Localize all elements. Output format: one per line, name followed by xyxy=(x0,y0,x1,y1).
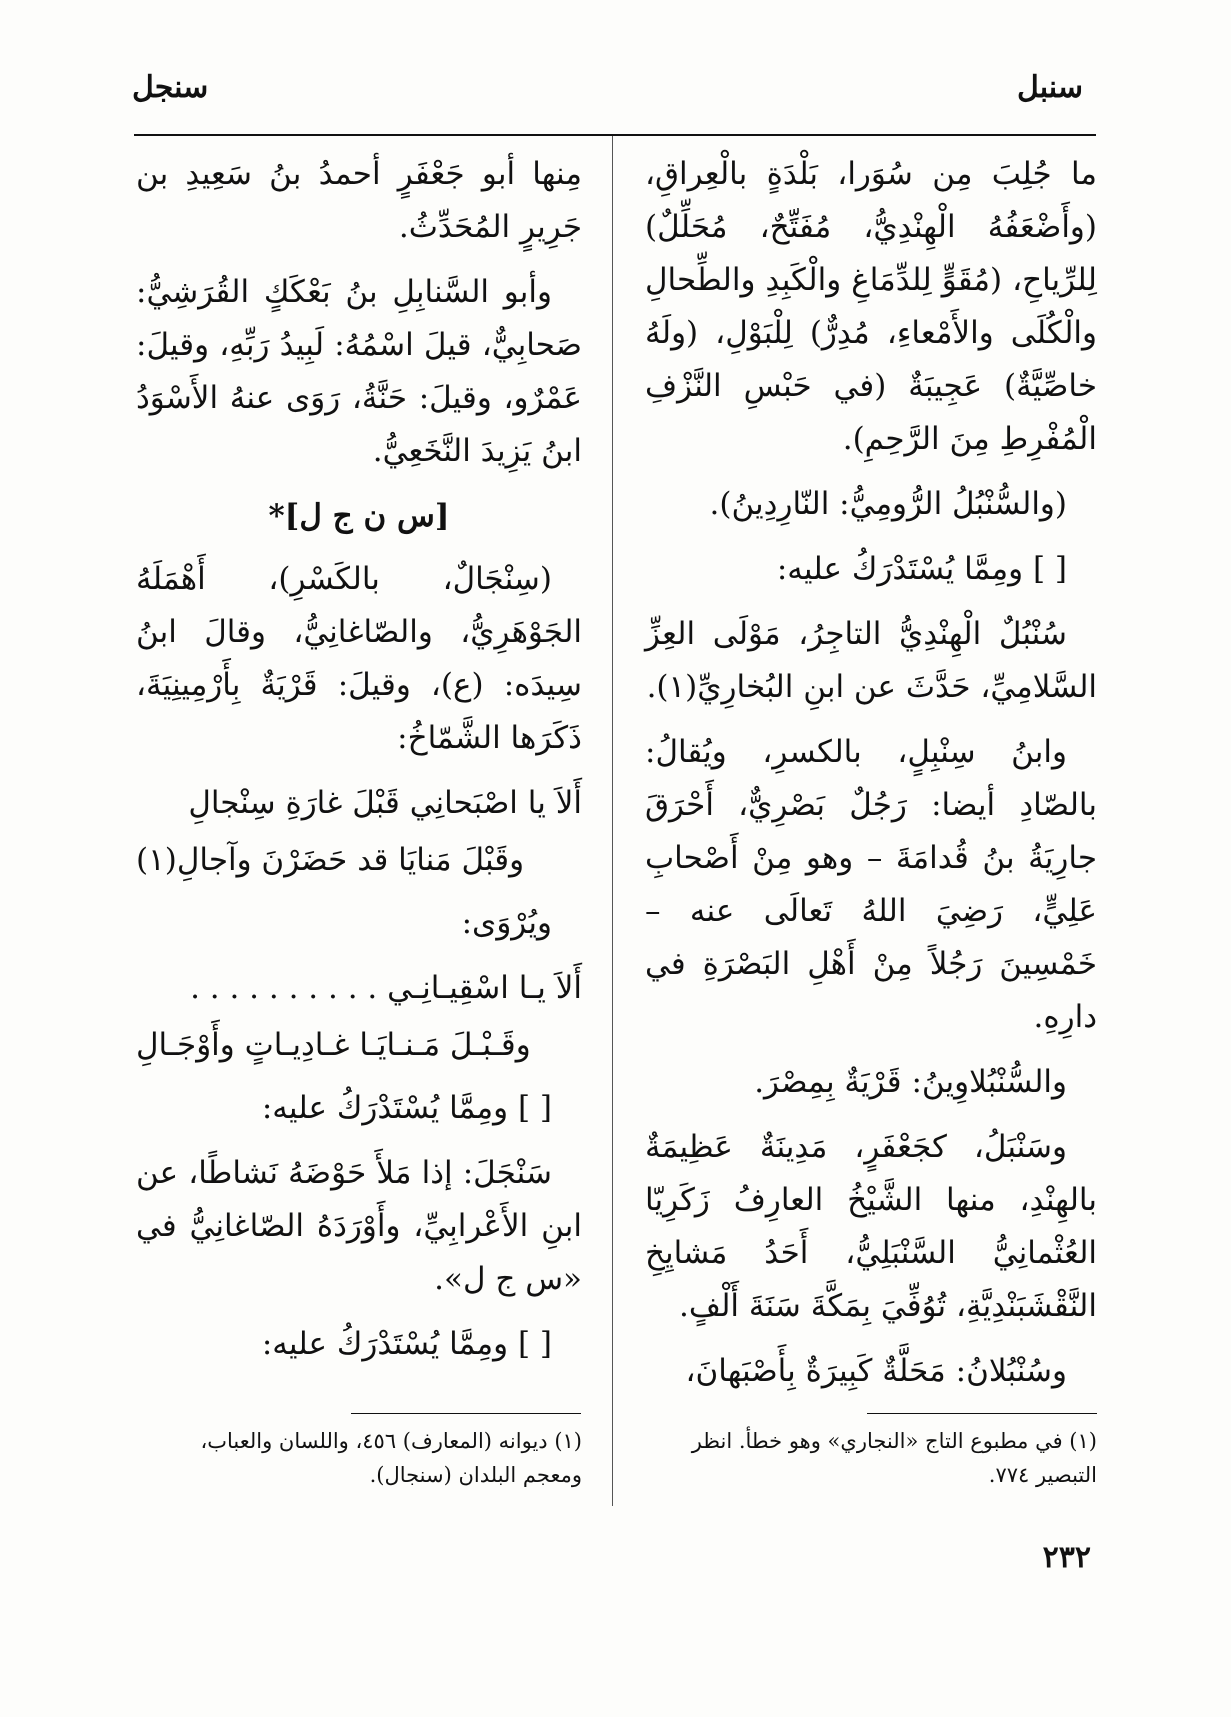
paragraph: سَنْجَلَ: إذا مَلأَ حَوْضَهُ نَشاطًا، عن ابنِ الأَعْرابِيِّ، وأَوْرَدَهُ الصّاغانِيُّ في «س ج ل». xyxy=(136,1155,582,1297)
paragraph: ما جُلِبَ مِن سُوَرا، بَلْدَةٍ بالْعِراقِ، (وأَضْعَفُهُ الْهِنْدِيُّ، مُفَتِّحٌ، مُحَلِّلٌ) لِلرِّياحِ، (مُقَوٍّ لِلدِّمَاغِ والْكَبِدِ والطِّحالِ والْكُلَى والأَمْعاءِ، مُدِرٌّ) لِلْبَوْلِ، (ولَهُ خاصِّيَّةٌ) عَجِيبَةٌ (في حَبْسِ النَّزْفِ الْمُفْرِطِ مِنَ الرَّحِمِ). xyxy=(645,156,1097,457)
left-column xyxy=(136,148,582,1383)
footnote: (١) ديوانه (المعارف) ٤٥٦، واللسان والعباب، ومعجم البلدان (سنجال). xyxy=(200,1429,582,1487)
verse-line: وقَبْلَ مَنايَا قد حَضَرْنَ وآجالِ(١) xyxy=(136,842,525,878)
footnote-rule xyxy=(867,1413,1097,1414)
running-header-right: سنبل xyxy=(1017,70,1083,105)
running-header-left: سنجل xyxy=(132,70,209,105)
footnote: (١) في مطبوع التاج «النجاري» وهو خطأ. انظر التبصير ٧٧٤. xyxy=(691,1429,1097,1487)
paragraph: (والسُّنْبُلُ الرُّومِيُّ: النّارِدِينُ). xyxy=(709,486,1067,522)
verse-line: أَلاَ يـا اسْقِيـانِـي . . . . . . . . . . xyxy=(190,970,582,1006)
paragraph: [ ] ومِمَّا يُسْتَدْرَكُ عليه: xyxy=(776,551,1067,587)
paragraph: (سِنْجَالٌ، بالكَسْرِ)، أَهْمَلَهُ الجَوْهَرِيُّ، والصّاغانِيُّ، وقالَ ابنُ سِيدَه: (ع)، وقيلَ: قَرْيَةٌ بِأَرْمِينِيَةَ، ذَكَرَها الشَّمّاخُ: xyxy=(136,561,582,756)
column-divider xyxy=(612,136,613,1506)
paragraph: ويُرْوَى: xyxy=(461,905,552,941)
header-rule xyxy=(134,134,1096,136)
verse-line: أَلاَ يا اصْبَحانِي قَبْلَ غارَةِ سِنْجالِ xyxy=(188,785,582,821)
paragraph: سُنْبُلٌ الْهِنْدِيُّ التاجِرُ، مَوْلَى العِزِّ السَّلامِيِّ، حَدَّثَ عن ابنِ البُخارِيِّ(١). xyxy=(645,616,1097,705)
right-column xyxy=(645,148,1097,1410)
paragraph: [ ] ومِمَّا يُسْتَدْرَكُ عليه: xyxy=(261,1090,552,1126)
paragraph: [ ] ومِمَّا يُسْتَدْرَكُ عليه: xyxy=(261,1326,552,1362)
entry-heading: [س ن ج ل]* xyxy=(268,498,450,534)
page-number: ٢٣٢ xyxy=(1042,1540,1091,1575)
footnote-rule xyxy=(351,1413,581,1414)
paragraph: وابنُ سِنْبِلٍ، بالكسرِ، ويُقالُ: بالصّادِ أيضا: رَجُلٌ بَصْرِيٌّ، أَحْرَقَ جارِيَةُ بنُ قُدامَةَ – وهو مِنْ أَصْحابِ عَلِيٍّ، رَضِيَ اللهُ تَعالَى عنه – خَمْسِينَ رَجُلاً مِنْ أَهْلِ البَصْرَةِ في دارِهِ. xyxy=(645,734,1097,1035)
paragraph: وسُنْبُلانُ: مَحَلَّةٌ كَبِيرَةٌ بِأَصْبَهانَ، xyxy=(685,1353,1067,1389)
paragraph: وأبو السَّنابِلِ بنُ بَعْكَكٍ القُرَشِيُّ: صَحابِيٌّ، قيلَ اسْمُهُ: لَبِيدُ رَبِّهِ، وقيلَ: عَمْرٌو، وقيلَ: حَنَّةُ، رَوَى عنهُ الأَسْوَدُ ابنُ يَزِيدَ النَّخَعِيُّ. xyxy=(136,274,582,469)
paragraph: وسَنْبَلُ، كجَعْفَرٍ، مَدِينَةٌ عَظِيمَةٌ بالهِنْدِ، منها الشَّيْخُ العارِفُ زَكَرِيّا العُثْمانِيُّ السَّنْبَلِيُّ، أَحَدُ مَشايِخِ النَّقْشَبَنْدِيَّةِ، تُوُفِّيَ بِمَكَّةَ سَنَةَ أَلْفٍ. xyxy=(645,1129,1097,1324)
paragraph: والسُّنْبُلاوِينُ: قَرْيَةٌ بِمِصْرَ. xyxy=(754,1064,1067,1100)
paragraph: مِنها أبو جَعْفَرٍ أحمدُ بنُ سَعِيدِ بن جَرِيرٍ المُحَدِّثُ. xyxy=(136,156,582,245)
verse-line: وقَـبْـلَ مَـنـايَـا غـادِيـاتٍ وأَوْجَـالِ xyxy=(136,1027,531,1063)
